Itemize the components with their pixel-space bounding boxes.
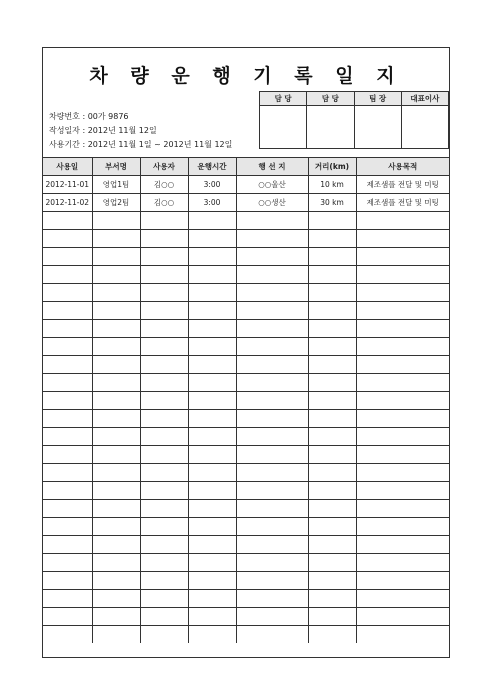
vehicle-number-label: 차량번호 : (49, 112, 86, 121)
usage-period-value: 2012년 11월 1일 ~ 2012년 11월 12일 (87, 140, 233, 149)
empty-table-row (43, 320, 449, 338)
destination-cell[interactable] (236, 392, 308, 410)
user-cell[interactable] (140, 212, 188, 230)
department-cell[interactable] (92, 410, 140, 428)
column-header-distance: 거리(km) (308, 158, 356, 176)
date-cell[interactable] (43, 212, 92, 230)
user-cell[interactable] (140, 266, 188, 284)
empty-table-row (43, 626, 449, 644)
drive-time-cell[interactable] (188, 554, 236, 572)
distance-cell[interactable] (308, 428, 356, 446)
user-cell[interactable] (140, 554, 188, 572)
distance-cell[interactable] (308, 212, 356, 230)
document-title: 차 량 운 행 기 록 일 지 (89, 65, 403, 87)
department-cell[interactable] (92, 446, 140, 464)
user-cell[interactable] (140, 374, 188, 392)
department-cell[interactable] (92, 626, 140, 644)
department-cell[interactable] (92, 572, 140, 590)
purpose-cell[interactable] (356, 356, 449, 374)
date-cell[interactable]: 2012-11-02 (43, 194, 92, 212)
purpose-cell[interactable]: 제조샘플 전달 및 미팅 (356, 176, 449, 194)
empty-table-row (43, 284, 449, 302)
empty-table-row (43, 212, 449, 230)
purpose-cell[interactable] (356, 554, 449, 572)
distance-cell[interactable] (308, 230, 356, 248)
purpose-cell[interactable] (356, 590, 449, 608)
destination-cell[interactable] (236, 464, 308, 482)
distance-cell[interactable] (308, 410, 356, 428)
user-cell[interactable] (140, 500, 188, 518)
destination-cell[interactable] (236, 446, 308, 464)
vehicle-log-table (43, 157, 449, 643)
column-header-department: 부서명 (92, 158, 140, 176)
destination-cell[interactable] (236, 320, 308, 338)
drive-time-cell[interactable] (188, 518, 236, 536)
date-cell[interactable] (43, 536, 92, 554)
department-cell[interactable] (92, 428, 140, 446)
purpose-cell[interactable] (356, 392, 449, 410)
distance-cell[interactable] (308, 356, 356, 374)
destination-cell[interactable] (236, 518, 308, 536)
destination-cell[interactable] (236, 230, 308, 248)
purpose-cell[interactable] (356, 320, 449, 338)
date-cell[interactable] (43, 320, 92, 338)
user-cell[interactable]: 김○○ (140, 194, 188, 212)
distance-cell[interactable] (308, 590, 356, 608)
purpose-cell[interactable] (356, 374, 449, 392)
purpose-cell[interactable] (356, 482, 449, 500)
date-cell[interactable] (43, 464, 92, 482)
date-cell[interactable] (43, 500, 92, 518)
destination-cell[interactable] (236, 338, 308, 356)
distance-cell[interactable] (308, 536, 356, 554)
purpose-cell[interactable] (356, 302, 449, 320)
empty-table-row (43, 374, 449, 392)
empty-table-row (43, 266, 449, 284)
department-cell[interactable]: 영업2팀 (92, 194, 140, 212)
distance-cell[interactable] (308, 482, 356, 500)
drive-time-cell[interactable] (188, 266, 236, 284)
date-cell[interactable] (43, 428, 92, 446)
date-cell[interactable] (43, 374, 92, 392)
purpose-cell[interactable]: 제조샘플 전달 및 미팅 (356, 194, 449, 212)
distance-cell[interactable] (308, 374, 356, 392)
drive-time-cell[interactable] (188, 356, 236, 374)
empty-table-row (43, 356, 449, 374)
department-cell[interactable] (92, 212, 140, 230)
department-cell[interactable] (92, 338, 140, 356)
user-cell[interactable] (140, 392, 188, 410)
user-cell[interactable]: 김○○ (140, 176, 188, 194)
user-cell[interactable] (140, 248, 188, 266)
distance-cell[interactable] (308, 338, 356, 356)
department-cell[interactable] (92, 608, 140, 626)
distance-cell[interactable]: 30 km (308, 194, 356, 212)
vehicle-log-sheet (42, 47, 450, 658)
approval-header-ceo: 대표이사 (401, 92, 448, 106)
destination-cell[interactable] (236, 626, 308, 644)
written-date-label: 작성일자 : (49, 126, 86, 135)
distance-cell[interactable] (308, 392, 356, 410)
user-cell[interactable] (140, 356, 188, 374)
user-cell[interactable] (140, 482, 188, 500)
purpose-cell[interactable] (356, 230, 449, 248)
empty-table-row (43, 590, 449, 608)
destination-cell[interactable] (236, 500, 308, 518)
user-cell[interactable] (140, 518, 188, 536)
user-cell[interactable] (140, 608, 188, 626)
date-cell[interactable] (43, 482, 92, 500)
department-cell[interactable] (92, 536, 140, 554)
empty-table-row (43, 482, 449, 500)
destination-cell[interactable] (236, 572, 308, 590)
user-cell[interactable] (140, 284, 188, 302)
date-cell[interactable] (43, 572, 92, 590)
column-header-drive-time: 운행시간 (188, 158, 236, 176)
destination-cell[interactable]: ○○생산 (236, 194, 308, 212)
destination-cell[interactable]: ○○울산 (236, 176, 308, 194)
department-cell[interactable] (92, 518, 140, 536)
distance-cell[interactable] (308, 572, 356, 590)
distance-cell[interactable] (308, 284, 356, 302)
empty-table-row (43, 554, 449, 572)
empty-table-row (43, 518, 449, 536)
distance-cell[interactable] (308, 554, 356, 572)
department-cell[interactable] (92, 302, 140, 320)
drive-time-cell[interactable]: 3:00 (188, 194, 236, 212)
user-cell[interactable] (140, 302, 188, 320)
destination-cell[interactable] (236, 410, 308, 428)
department-cell[interactable] (92, 464, 140, 482)
department-cell[interactable] (92, 320, 140, 338)
user-cell[interactable] (140, 446, 188, 464)
drive-time-cell[interactable] (188, 536, 236, 554)
drive-time-cell[interactable] (188, 446, 236, 464)
user-cell[interactable] (140, 590, 188, 608)
table-row (43, 176, 449, 194)
drive-time-cell[interactable] (188, 626, 236, 644)
distance-cell[interactable] (308, 608, 356, 626)
purpose-cell[interactable] (356, 248, 449, 266)
user-cell[interactable] (140, 464, 188, 482)
log-header-row (43, 158, 449, 176)
distance-cell[interactable] (308, 446, 356, 464)
destination-cell[interactable] (236, 428, 308, 446)
destination-cell[interactable] (236, 248, 308, 266)
purpose-cell[interactable] (356, 212, 449, 230)
drive-time-cell[interactable] (188, 230, 236, 248)
column-header-date: 사용일 (43, 158, 92, 176)
vehicle-number-line (49, 111, 129, 122)
department-cell[interactable] (92, 392, 140, 410)
empty-table-row (43, 230, 449, 248)
date-cell[interactable] (43, 608, 92, 626)
date-cell[interactable] (43, 392, 92, 410)
approval-sign-staff-2[interactable] (307, 106, 354, 149)
department-cell[interactable] (92, 500, 140, 518)
department-cell[interactable] (92, 374, 140, 392)
date-cell[interactable] (43, 248, 92, 266)
date-cell[interactable] (43, 338, 92, 356)
empty-table-row (43, 572, 449, 590)
purpose-cell[interactable] (356, 518, 449, 536)
user-cell[interactable] (140, 230, 188, 248)
empty-table-row (43, 428, 449, 446)
department-cell[interactable] (92, 590, 140, 608)
destination-cell[interactable] (236, 356, 308, 374)
table-row (43, 194, 449, 212)
drive-time-cell[interactable] (188, 320, 236, 338)
department-cell[interactable] (92, 248, 140, 266)
purpose-cell[interactable] (356, 626, 449, 644)
distance-cell[interactable] (308, 320, 356, 338)
drive-time-cell[interactable] (188, 212, 236, 230)
drive-time-cell[interactable]: 3:00 (188, 176, 236, 194)
distance-cell[interactable] (308, 302, 356, 320)
department-cell[interactable] (92, 482, 140, 500)
empty-table-row (43, 536, 449, 554)
user-cell[interactable] (140, 626, 188, 644)
vehicle-number-value: 00가 9876 (87, 112, 129, 121)
user-cell[interactable] (140, 572, 188, 590)
purpose-cell[interactable] (356, 446, 449, 464)
department-cell[interactable] (92, 266, 140, 284)
approval-header-staff-1: 담 당 (260, 92, 307, 106)
drive-time-cell[interactable] (188, 590, 236, 608)
date-cell[interactable] (43, 554, 92, 572)
date-cell[interactable] (43, 302, 92, 320)
department-cell[interactable] (92, 356, 140, 374)
destination-cell[interactable] (236, 554, 308, 572)
department-cell[interactable] (92, 284, 140, 302)
empty-table-row (43, 302, 449, 320)
distance-cell[interactable] (308, 626, 356, 644)
user-cell[interactable] (140, 410, 188, 428)
date-cell[interactable] (43, 356, 92, 374)
approval-sign-ceo[interactable] (401, 106, 448, 149)
destination-cell[interactable] (236, 536, 308, 554)
date-cell[interactable] (43, 518, 92, 536)
purpose-cell[interactable] (356, 266, 449, 284)
purpose-cell[interactable] (356, 464, 449, 482)
destination-cell[interactable] (236, 266, 308, 284)
empty-table-row (43, 500, 449, 518)
approval-sign-team-lead[interactable] (354, 106, 401, 149)
approval-header-team-lead: 팀 장 (354, 92, 401, 106)
destination-cell[interactable] (236, 374, 308, 392)
drive-time-cell[interactable] (188, 410, 236, 428)
approval-header-staff-2: 담 당 (307, 92, 354, 106)
drive-time-cell[interactable] (188, 572, 236, 590)
usage-period-label: 사용기간 : (49, 140, 86, 149)
department-cell[interactable] (92, 230, 140, 248)
empty-table-row (43, 446, 449, 464)
empty-table-row (43, 410, 449, 428)
empty-table-row (43, 338, 449, 356)
written-date-value: 2012년 11월 12일 (87, 126, 157, 135)
drive-time-cell[interactable] (188, 302, 236, 320)
purpose-cell[interactable] (356, 428, 449, 446)
destination-cell[interactable] (236, 608, 308, 626)
department-cell[interactable] (92, 554, 140, 572)
distance-cell[interactable] (308, 518, 356, 536)
destination-cell[interactable] (236, 302, 308, 320)
department-cell[interactable]: 영업1팀 (92, 176, 140, 194)
empty-table-row (43, 392, 449, 410)
date-cell[interactable] (43, 266, 92, 284)
distance-cell[interactable] (308, 248, 356, 266)
empty-table-row (43, 248, 449, 266)
date-cell[interactable] (43, 284, 92, 302)
drive-time-cell[interactable] (188, 608, 236, 626)
user-cell[interactable] (140, 428, 188, 446)
user-cell[interactable] (140, 536, 188, 554)
date-cell[interactable]: 2012-11-01 (43, 176, 92, 194)
drive-time-cell[interactable] (188, 464, 236, 482)
drive-time-cell[interactable] (188, 338, 236, 356)
date-cell[interactable] (43, 590, 92, 608)
column-header-destination: 행 선 지 (236, 158, 308, 176)
drive-time-cell[interactable] (188, 500, 236, 518)
usage-period-line (49, 139, 232, 150)
purpose-cell[interactable] (356, 500, 449, 518)
column-header-user: 사용자 (140, 158, 188, 176)
purpose-cell[interactable] (356, 536, 449, 554)
drive-time-cell[interactable] (188, 374, 236, 392)
drive-time-cell[interactable] (188, 428, 236, 446)
distance-cell[interactable] (308, 266, 356, 284)
date-cell[interactable] (43, 410, 92, 428)
drive-time-cell[interactable] (188, 248, 236, 266)
empty-table-row (43, 464, 449, 482)
purpose-cell[interactable] (356, 284, 449, 302)
distance-cell[interactable]: 10 km (308, 176, 356, 194)
distance-cell[interactable] (308, 500, 356, 518)
purpose-cell[interactable] (356, 608, 449, 626)
purpose-cell[interactable] (356, 338, 449, 356)
date-cell[interactable] (43, 230, 92, 248)
drive-time-cell[interactable] (188, 482, 236, 500)
drive-time-cell[interactable] (188, 284, 236, 302)
destination-cell[interactable] (236, 590, 308, 608)
written-date-line (49, 125, 157, 136)
date-cell[interactable] (43, 446, 92, 464)
purpose-cell[interactable] (356, 572, 449, 590)
approval-box (259, 91, 449, 149)
user-cell[interactable] (140, 338, 188, 356)
empty-table-row (43, 608, 449, 626)
date-cell[interactable] (43, 626, 92, 644)
user-cell[interactable] (140, 320, 188, 338)
distance-cell[interactable] (308, 464, 356, 482)
column-header-purpose: 사용목적 (356, 158, 449, 176)
drive-time-cell[interactable] (188, 392, 236, 410)
destination-cell[interactable] (236, 482, 308, 500)
purpose-cell[interactable] (356, 410, 449, 428)
destination-cell[interactable] (236, 212, 308, 230)
destination-cell[interactable] (236, 284, 308, 302)
approval-sign-staff-1[interactable] (260, 106, 307, 149)
